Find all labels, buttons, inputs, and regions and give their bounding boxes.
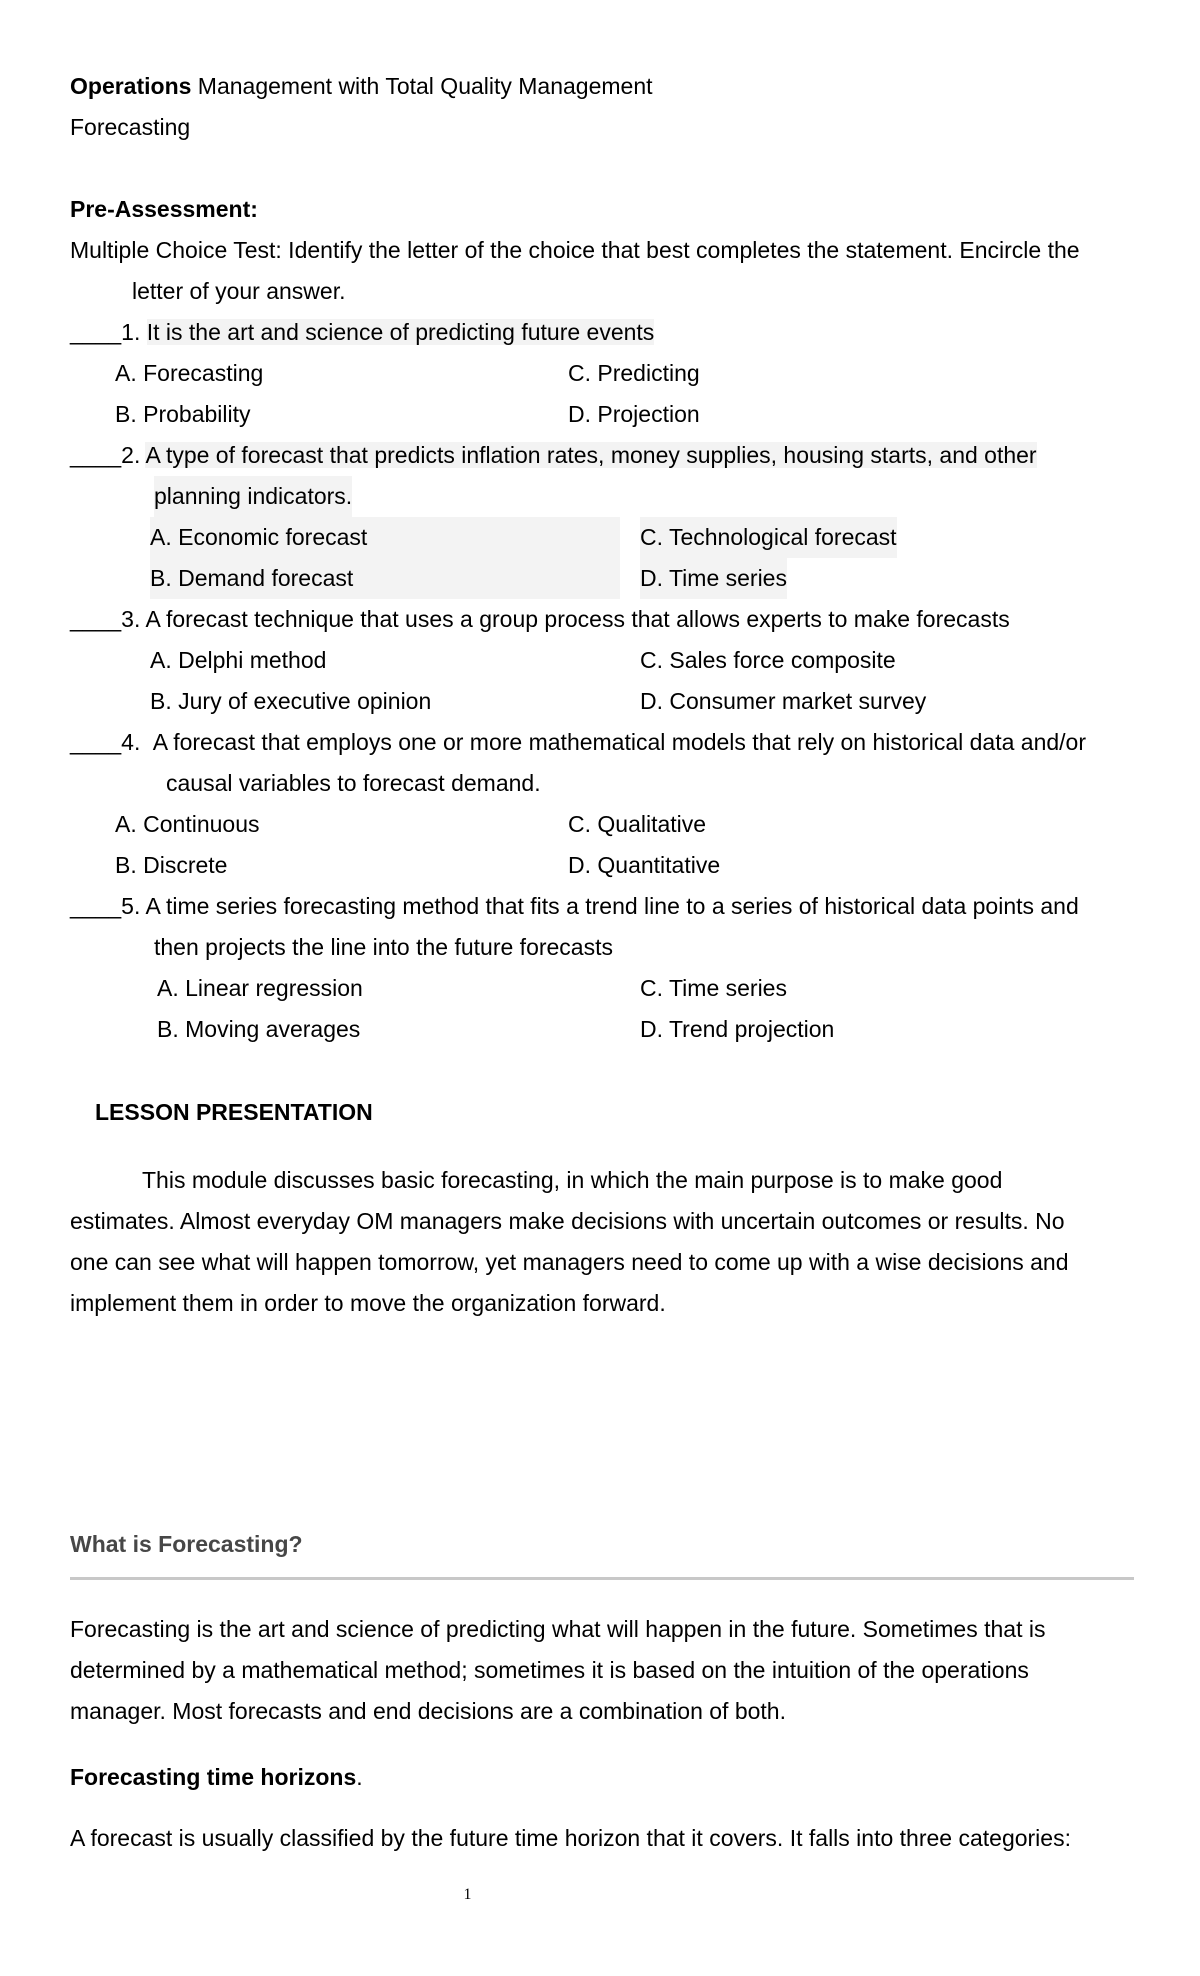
document-title <box>70 66 653 107</box>
choice-b[interactable]: B. Demand forecast <box>150 558 620 599</box>
choice-a[interactable]: A. Forecasting <box>115 360 264 386</box>
choice-d[interactable]: D. Time series <box>640 558 787 599</box>
question-number: 5. <box>121 893 141 919</box>
question-text: It is the art and science of predicting future events <box>146 319 655 345</box>
what-is-paragraph-line-1: Forecasting is the art and science of predicting what will happen in the future. Sometimes that is <box>70 1616 1046 1642</box>
answer-blank[interactable]: ____ <box>70 729 122 755</box>
answer-blank[interactable]: ____ <box>70 319 122 345</box>
lesson-paragraph-line-1: This module discusses basic forecasting, in which the main purpose is to make good <box>142 1167 1003 1193</box>
time-horizons-text: A forecast is usually classified by the future time horizon that it covers. It falls into three categories: <box>70 1825 1071 1851</box>
lesson-paragraph-line-2: estimates. Almost everyday OM managers make decisions with uncertain outcomes or results. No <box>70 1208 1065 1234</box>
question-1 <box>70 312 654 353</box>
choice-a[interactable]: A. Delphi method <box>150 647 327 673</box>
answer-blank[interactable]: ____ <box>70 893 122 919</box>
question-number: 1. <box>121 319 141 345</box>
instructions-line-1: Multiple Choice Test: Identify the letter of the choice that best completes the statement. Encircle the <box>70 237 1080 263</box>
choice-c[interactable]: C. Qualitative <box>568 811 707 837</box>
question-number: 2. <box>121 442 141 468</box>
choice-c[interactable]: C. Technological forecast <box>640 517 897 558</box>
time-horizons-heading-period: . <box>356 1764 363 1790</box>
choice-c[interactable]: C. Sales force composite <box>640 647 896 673</box>
choice-b[interactable]: B. Moving averages <box>157 1016 361 1042</box>
title-bold-part: Operations <box>70 73 192 99</box>
question-text: A forecast that employs one or more mathematical models that rely on historical data and/or <box>152 729 1086 755</box>
section-divider <box>70 1577 1134 1580</box>
question-text-continued: then projects the line into the future forecasts <box>154 934 613 960</box>
choice-d[interactable]: D. Consumer market survey <box>640 688 927 714</box>
lesson-paragraph-line-4: implement them in order to move the organization forward. <box>70 1290 666 1316</box>
question-text: A type of forecast that predicts inflation rates, money supplies, housing starts, and other <box>145 442 1037 468</box>
what-is-paragraph-line-2: determined by a mathematical method; sometimes it is based on the intuition of the operations <box>70 1657 1029 1683</box>
lesson-heading: LESSON PRESENTATION <box>95 1099 373 1125</box>
question-text: A forecast technique that uses a group process that allows experts to make forecasts <box>145 606 1010 632</box>
what-is-forecasting-heading: What is Forecasting? <box>70 1531 303 1557</box>
page-number: 1 <box>463 1886 472 1903</box>
question-text-continued: causal variables to forecast demand. <box>166 770 541 796</box>
answer-blank[interactable]: ____ <box>70 442 122 468</box>
answer-blank[interactable]: ____ <box>70 606 122 632</box>
question-text-continued: planning indicators. <box>154 476 352 517</box>
question-number: 3. <box>121 606 141 632</box>
title-rest-part: Management with Total Quality Management <box>191 73 653 99</box>
choice-b[interactable]: B. Discrete <box>115 852 228 878</box>
question-3 <box>70 599 1010 640</box>
choice-a[interactable]: A. Economic forecast <box>150 517 620 558</box>
question-number: 4. <box>121 729 141 755</box>
choice-a[interactable]: A. Linear regression <box>157 975 363 1001</box>
instructions-line-2: letter of your answer. <box>132 278 346 304</box>
lesson-paragraph-line-3: one can see what will happen tomorrow, yet managers need to come up with a wise decisions and <box>70 1249 1069 1275</box>
choice-d[interactable]: D. Quantitative <box>568 852 721 878</box>
what-is-paragraph-line-3: manager. Most forecasts and end decisions are a combination of both. <box>70 1698 786 1724</box>
choice-a[interactable]: A. Continuous <box>115 811 260 837</box>
choice-c[interactable]: C. Time series <box>640 975 787 1001</box>
question-text: A time series forecasting method that fits a trend line to a series of historical data points and <box>145 893 1079 919</box>
choice-d[interactable]: D. Projection <box>568 401 700 427</box>
time-horizons-heading-text: Forecasting time horizons <box>70 1764 357 1790</box>
choice-c[interactable]: C. Predicting <box>568 360 700 386</box>
question-4 <box>70 722 1086 763</box>
choice-b[interactable]: B. Jury of executive opinion <box>150 688 432 714</box>
question-5 <box>70 886 1079 927</box>
question-2 <box>70 435 1037 476</box>
pre-assessment-heading: Pre-Assessment: <box>70 196 258 222</box>
document-subtitle: Forecasting <box>70 114 191 140</box>
choice-d[interactable]: D. Trend projection <box>640 1016 835 1042</box>
choice-b[interactable]: B. Probability <box>115 401 251 427</box>
time-horizons-heading <box>70 1757 363 1798</box>
